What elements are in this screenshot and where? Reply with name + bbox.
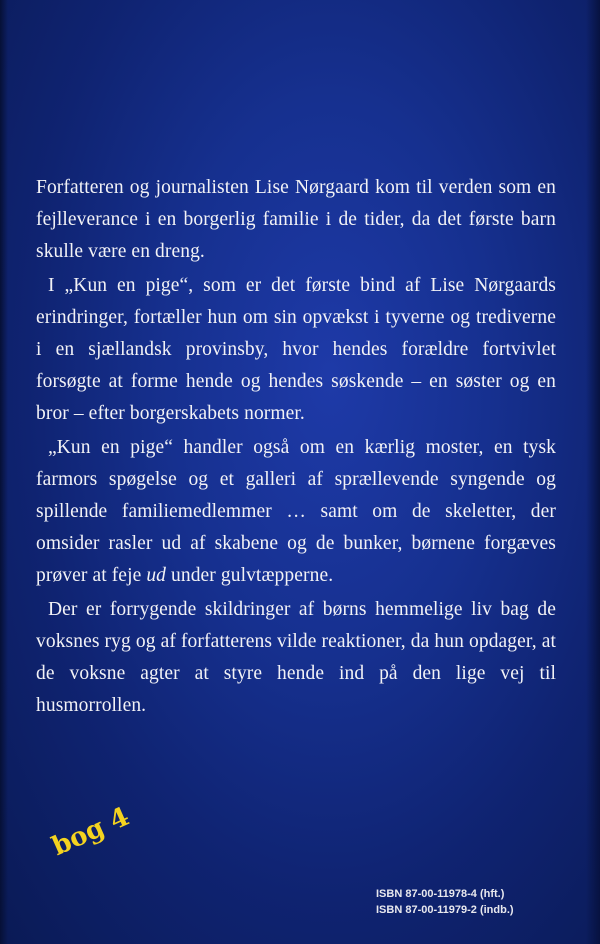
blurb-paragraph-2: I „Kun en pige“, som er det første bind af Lise Nørgaards erindringer, fortæller hun om sin opvækst i tyverne og trediverne i en sjællandsk provinsby, hvor hendes forældre fortvivlet forsøgte at forme hende og hendes søskende – en søster og en bror – efter borgerskabets normer.: [36, 275, 556, 424]
blurb-paragraph-1: Forfatteren og journalisten Lise Nørgaard kom til verden som en fejlleverance i en borgerlig familie i de tider, da det første barn skulle være en dreng.: [36, 177, 556, 262]
isbn-line-1: ISBN 87-00-11978-4 (hft.): [376, 888, 505, 900]
handwritten-note: bog 4: [47, 801, 134, 862]
blurb-text: [36, 172, 556, 724]
cover-right-edge-shadow: [586, 0, 600, 944]
isbn-block: [376, 886, 514, 918]
blurb-italic-word: ud: [146, 565, 167, 586]
blurb-paragraph-3: [36, 432, 556, 592]
blurb-paragraph-4: Der er forrygende skildringer af børns hemmelige liv bag de voksnes ryg og af forfatterens vilde reaktioner, da hun opdager, at de voksne agter at styre hende ind på den lige vej til husmorrollen.: [36, 599, 556, 716]
blurb-paragraph-3-end: under gulvtæpperne.: [166, 565, 334, 586]
isbn-line-2: ISBN 87-00-11979-2 (indb.): [376, 904, 514, 916]
cover-left-edge-shadow: [0, 0, 8, 944]
blurb-paragraph-3-start: „Kun en pige“ handler også om en kærlig moster, en tysk farmors spøgelse og et galleri af sprællevende syngende og spillende familiemedlemmer … samt om de skeletter, der omsider rasler ud af skabene og de bunker, børnene forgæves prøver at feje: [36, 437, 556, 586]
